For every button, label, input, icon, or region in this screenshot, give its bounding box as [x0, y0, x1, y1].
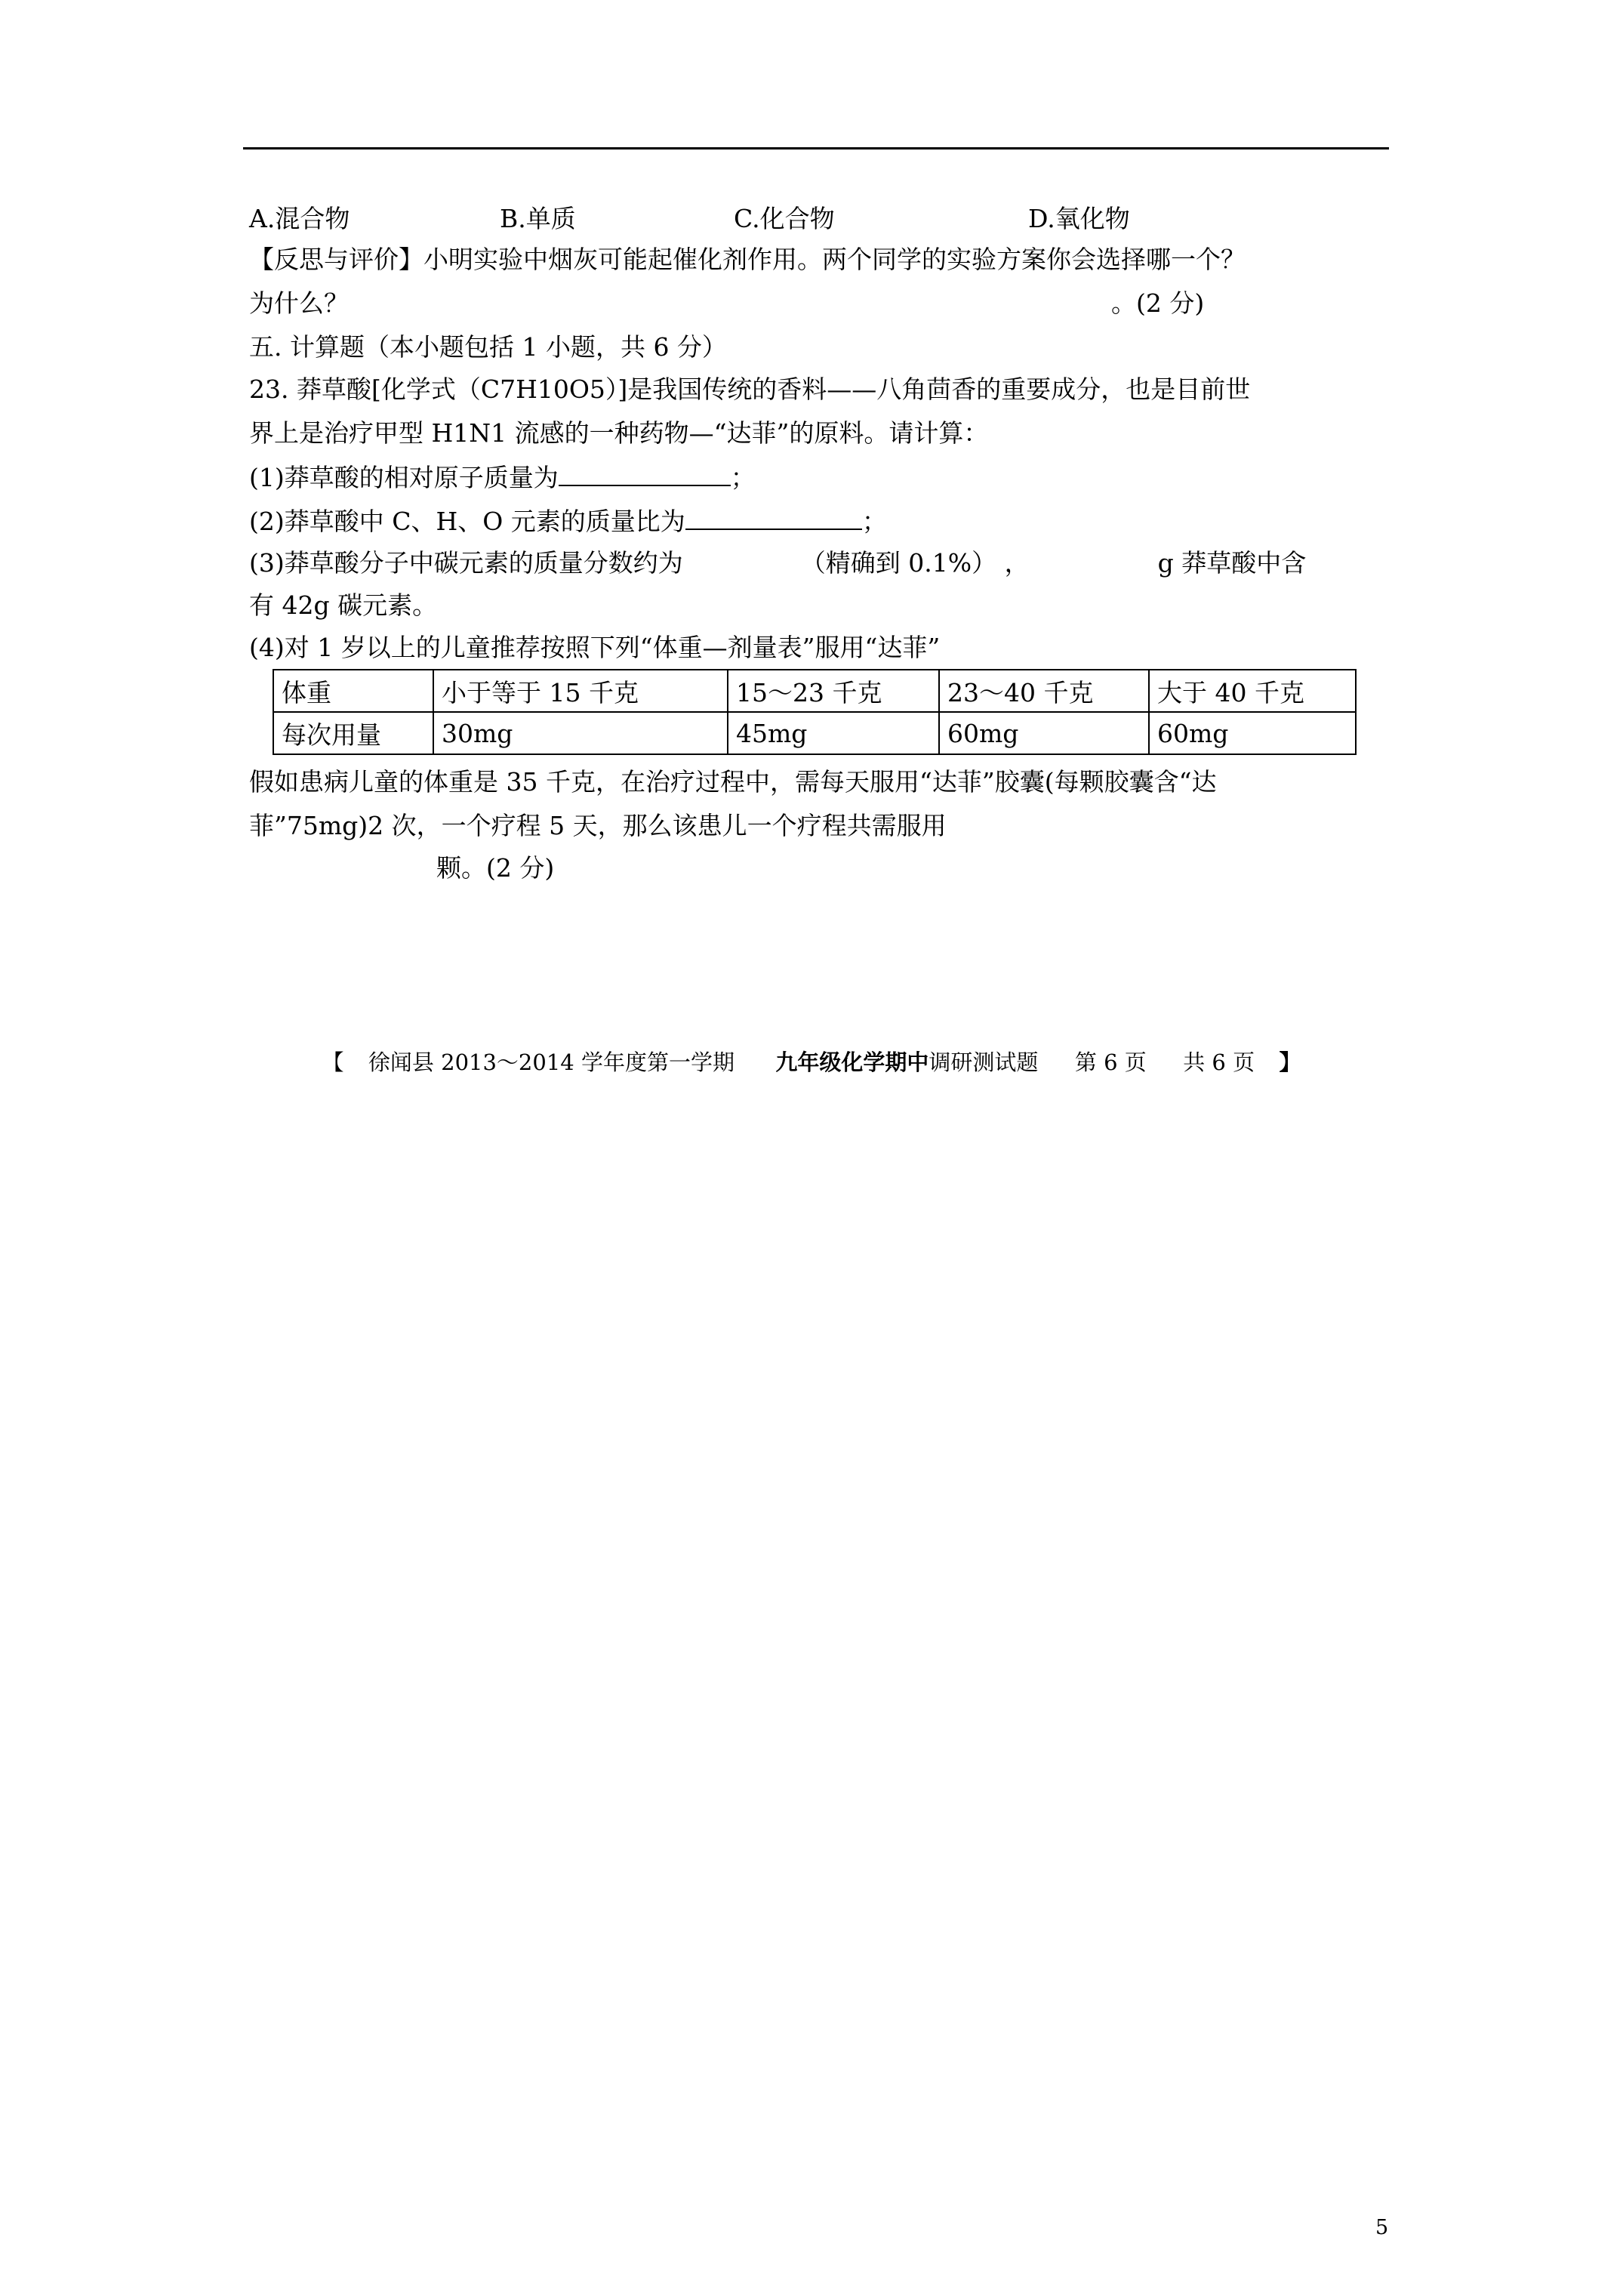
q23-after-3: 颗。(2 分): [436, 853, 555, 883]
table-cell: 23～40 千克: [939, 670, 1149, 712]
table-cell: 小于等于 15 千克: [433, 670, 728, 712]
q23-part-4: (4)对 1 岁以上的儿童推荐按照下列“体重—剂量表”服用“达菲”: [249, 633, 941, 662]
part-2-text: (2)莽草酸中 C、H、O 元素的质量比为: [249, 507, 685, 536]
footer-bracket-open: 【: [322, 1049, 344, 1075]
footer-total: 共 6 页: [1183, 1049, 1255, 1075]
q23-part-1: [249, 459, 756, 496]
reflection-score: 。(2 分): [1111, 288, 1205, 318]
table-cell: 30mg: [433, 712, 728, 754]
table-cell: 每次用量: [273, 712, 433, 754]
part-1-text: (1)莽草酸的相对原子质量为: [249, 463, 559, 492]
reflection-label: 【反思与评价】: [249, 245, 423, 274]
reflection-why: 为什么？: [249, 288, 349, 318]
table-cell: 60mg: [1149, 712, 1356, 754]
table-cell: 45mg: [728, 712, 939, 754]
footer-county: 徐闻县 2013～2014 学年度第一学期: [368, 1049, 735, 1075]
reflection-text: 小明实验中烟灰可能起催化剂作用。两个同学的实验方案你会选择哪一个？: [423, 245, 1246, 274]
part-1-end: ；: [730, 463, 756, 492]
table-cell: 体重: [273, 670, 433, 712]
footer-grade: 九年级化学期中: [775, 1049, 929, 1075]
q23-part-3-line-2: 有 42g 碳元素。: [249, 590, 438, 620]
part-2-end: ；: [861, 507, 887, 536]
q23-part-3: [249, 545, 1306, 581]
header-rule: [243, 147, 1389, 149]
table-cell: 15～23 千克: [728, 670, 939, 712]
dose-table: [273, 669, 1357, 755]
option-c: C.化合物: [734, 204, 835, 233]
q23-after-2: 菲”75mg)2 次，一个疗程 5 天，那么该患儿一个疗程共需服用: [249, 811, 947, 840]
answer-blank-2[interactable]: [685, 503, 862, 530]
q23-line-1: 23. 莽草酸[化学式（C7H10O5）]是我国传统的香料——八角茴香的重要成分，也是目前世: [249, 374, 1251, 404]
table-row: [273, 670, 1356, 712]
reflection-line: [249, 242, 1246, 278]
option-b: B.单质: [500, 204, 576, 233]
q23-part-2: [249, 503, 887, 540]
footer-page: 第 6 页: [1074, 1049, 1147, 1075]
q23-line-2: 界上是治疗甲型 H1N1 流感的一种药物—“达菲”的原料。请计算：: [249, 418, 989, 448]
part-3-mid: （精确到 0.1%） ，: [800, 548, 1030, 578]
options-line: [249, 201, 1130, 237]
option-d: D.氧化物: [1028, 204, 1130, 233]
page-footer: [0, 1046, 1623, 1077]
section-title: 五. 计算题（本小题包括 1 小题，共 6 分）: [249, 332, 727, 362]
reflection-line-2: [249, 285, 1204, 322]
part-3-end: g 莽草酸中含: [1157, 548, 1307, 578]
part-3-text: (3)莽草酸分子中碳元素的质量分数约为: [249, 548, 683, 578]
table-cell: 大于 40 千克: [1149, 670, 1356, 712]
option-a: A.混合物: [249, 204, 350, 233]
page-number: 5: [1375, 2216, 1389, 2239]
footer-rest: 调研测试题: [929, 1049, 1039, 1075]
footer-bracket-close: 】: [1279, 1049, 1301, 1075]
answer-blank-1[interactable]: [559, 459, 731, 486]
table-row: [273, 712, 1356, 754]
table-cell: 60mg: [939, 712, 1149, 754]
q23-after-1: 假如患病儿童的体重是 35 千克，在治疗过程中，需每天服用“达菲”胶囊(每颗胶囊含“达: [249, 767, 1217, 797]
